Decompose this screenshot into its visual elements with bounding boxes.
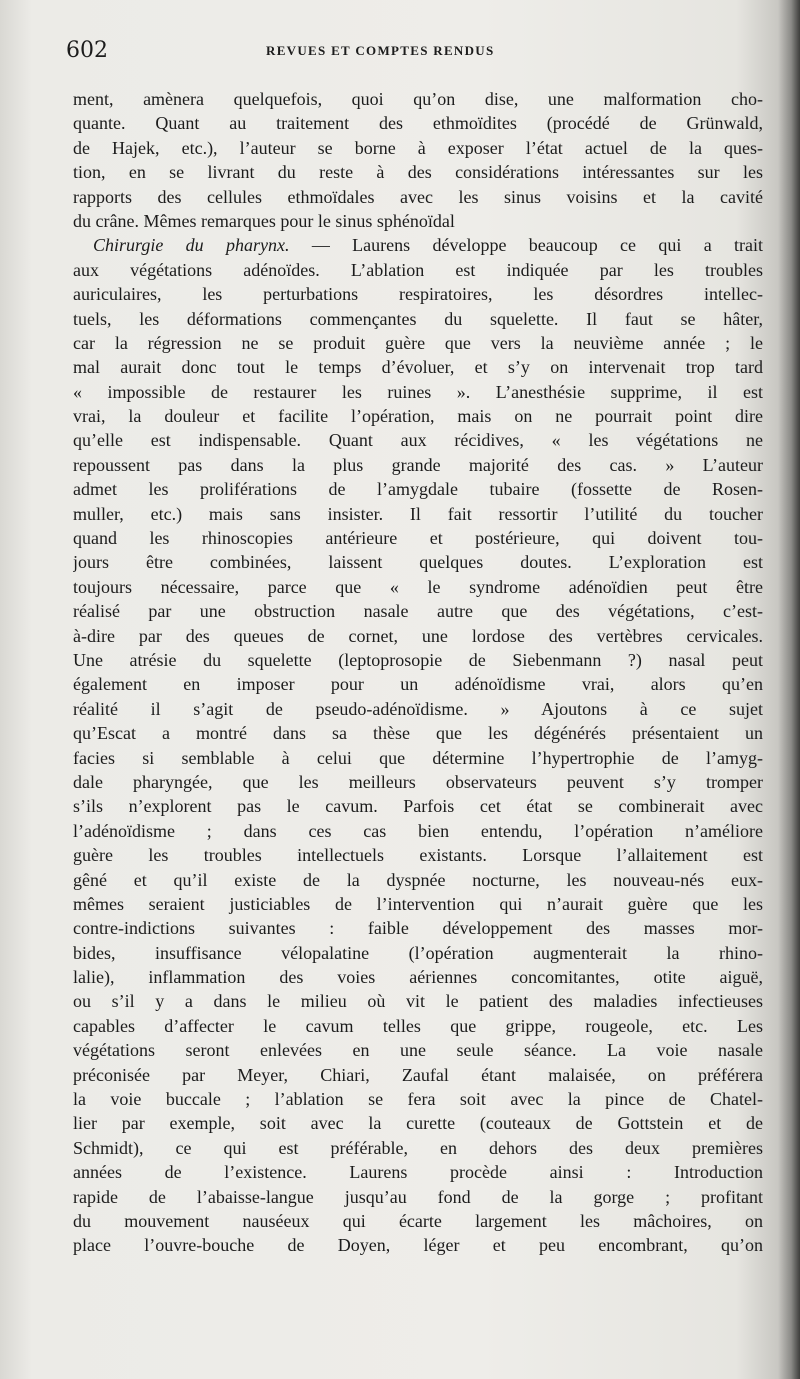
text-line: tion, en se livrant du reste à des considérations intéressantes sur les: [73, 162, 763, 183]
text-line: lier par exemple, soit avec la curette (couteaux de Gottstein et de: [73, 1113, 763, 1134]
text-line: végétations seront enlevées en une seule séance. La voie nasale: [73, 1040, 763, 1061]
text-line: muller, etc.) mais sans insister. Il fait ressortir l’utilité du toucher: [73, 503, 763, 524]
text-line: du mouvement nauséeux qui écarte largement les mâchoires, on: [73, 1210, 763, 1231]
text-line: la voie buccale ; l’ablation se fera soit avec la pince de Chatel-: [73, 1089, 763, 1110]
text-line: rapports des cellules ethmoïdales avec les sinus voisins et la cavité: [73, 186, 763, 207]
text-line: rapide de l’abaisse-langue jusqu’au fond de la gorge ; profitant: [73, 1186, 763, 1207]
text-line: toujours nécessaire, parce que « le syndrome adénoïdien peut être: [73, 576, 763, 597]
text-line: du crâne. Mêmes remarques pour le sinus sphénoïdal: [73, 210, 455, 231]
text-line: contre-indictions suivantes : faible développement des masses mor-: [73, 918, 763, 939]
text-line: repoussent pas dans la plus grande majorité des cas. » L’auteur: [73, 454, 763, 475]
text-line: quand les rhinoscopies antérieure et postérieure, qui doivent tou-: [73, 528, 763, 549]
text-line: quante. Quant au traitement des ethmoïdites (procédé de Grünwald,: [73, 113, 763, 134]
text-line: bides, insuffisance vélopalatine (l’opération augmenterait la rhino-: [73, 942, 763, 963]
text-line: vrai, la douleur et facilite l’opération, mais on ne pourrait point dire: [73, 406, 763, 427]
text-line: aux végétations adénoïdes. L’ablation est indiquée par les troubles: [73, 259, 763, 280]
page-header: [66, 38, 766, 68]
running-head: REVUES ET COMPTES RENDUS: [266, 43, 495, 58]
text-line: auriculaires, les perturbations respiratoires, les désordres intellec-: [73, 284, 763, 305]
text-line: lalie), inflammation des voies aériennes concomitantes, otite aiguë,: [73, 967, 763, 988]
text-line: guère les troubles intellectuels existants. Lorsque l’allaitement est: [73, 845, 763, 866]
text-line: Une atrésie du squelette (leptoprosopie de Siebenmann ?) nasal peut: [73, 649, 763, 670]
text-line-rest: — Laurens développe beaucoup ce qui a trait: [311, 235, 763, 256]
text-line: l’adénoïdisme ; dans ces cas bien entendu, l’opération n’améliore: [73, 820, 763, 841]
text-line: jours être combinées, laissent quelques doutes. L’exploration est: [73, 552, 763, 573]
text-line: place l’ouvre-bouche de Doyen, léger et peu encombrant, qu’on: [73, 1235, 763, 1256]
text-line: car la régression ne se produit guère que vers la neuvième année ; le: [73, 332, 763, 353]
text-line: à-dire par des queues de cornet, une lordose des vertèbres cervicales.: [73, 625, 763, 646]
text-line: années de l’existence. Laurens procède ainsi : Introduction: [73, 1162, 763, 1183]
text-line: gêné et qu’il existe de la dyspnée nocturne, les nouveau-nés eux-: [73, 869, 763, 890]
page-number: 602: [66, 38, 108, 63]
text-line: également en imposer pour un adénoïdisme vrai, alors qu’en: [73, 674, 763, 695]
text-line: qu’Escat a montré dans sa thèse que les dégénérés présentaient un: [73, 723, 763, 744]
text-line: tuels, les déformations commençantes du squelette. Il faut se hâter,: [73, 308, 763, 329]
text-line: mal aurait donc tout le temps d’évoluer, et s’y on intervenait trop tard: [73, 357, 763, 378]
text-line: facies si semblable à celui que détermine l’hypertrophie de l’amyg-: [73, 747, 763, 768]
text-line: capables d’affecter le cavum telles que grippe, rougeole, etc. Les: [73, 1015, 763, 1036]
text-line: s’ils n’explorent pas le cavum. Parfois cet état se combinerait avec: [73, 796, 763, 817]
text-line: de Hajek, etc.), l’auteur se borne à exposer l’état actuel de la ques-: [73, 137, 763, 158]
text-line: « impossible de restaurer les ruines ». L’anesthésie supprime, il est: [73, 381, 763, 402]
text-line: réalisé par une obstruction nasale autre que des végétations, c’est-: [73, 601, 763, 622]
section-heading: Chirurgie du pharynx.: [93, 235, 290, 256]
text-line: ou s’il y a dans le milieu où vit le patient des maladies infectieuses: [73, 991, 763, 1012]
text-line: préconisée par Meyer, Chiari, Zaufal étant malaisée, on préférera: [73, 1064, 763, 1085]
text-line: mêmes seraient justiciables de l’intervention qui n’aurait guère que les: [73, 893, 763, 914]
text-line: Schmidt), ce qui est préférable, en dehors des deux premières: [73, 1137, 763, 1158]
text-line: réalité il s’agit de pseudo-adénoïdisme. » Ajoutons à ce sujet: [73, 698, 763, 719]
page-edge-shadow: [778, 0, 800, 1379]
text-line: dale pharyngée, que les meilleurs observateurs peuvent s’y tromper: [73, 771, 763, 792]
text-line: ment, amènera quelquefois, quoi qu’on dise, une malformation cho-: [73, 89, 763, 109]
text-line-section-start: [73, 233, 763, 257]
text-line: qu’elle est indispensable. Quant aux récidives, « les végétations ne: [73, 430, 763, 451]
text-line: admet les proliférations de l’amygdale tubaire (fossette de Rosen-: [73, 479, 763, 500]
body-text: [73, 87, 763, 1258]
